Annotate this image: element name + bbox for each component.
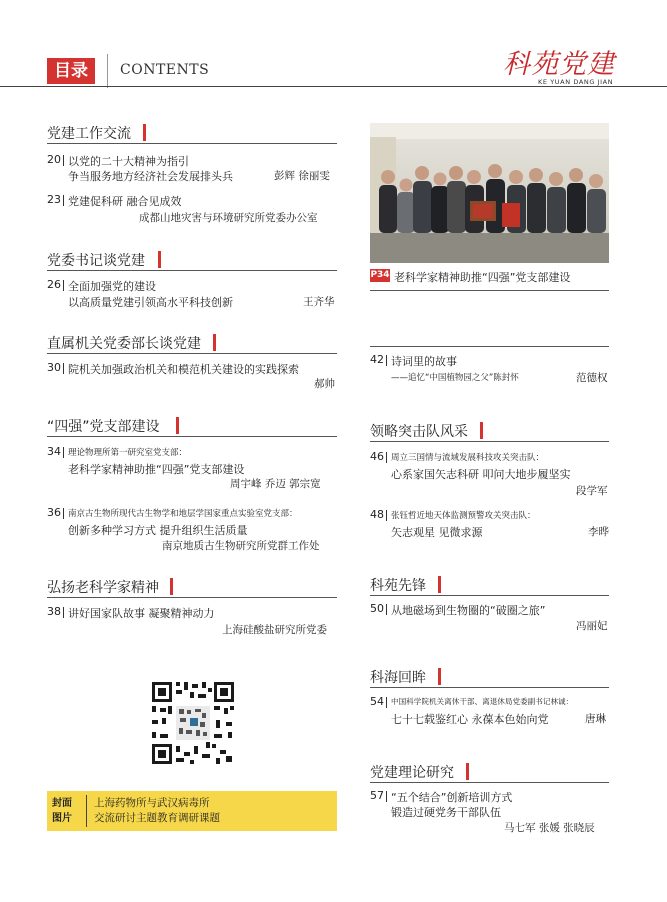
section-tick [176, 417, 179, 434]
feature-photo[interactable] [370, 123, 609, 263]
section-rule [370, 595, 609, 596]
article-author: 马七军 张媛 张晓辰 [504, 822, 595, 834]
page-number: 36 [47, 506, 61, 519]
magazine-logo: 科苑党建 [503, 49, 615, 80]
qr-code [150, 680, 236, 766]
article-title[interactable]: 院机关加强政治机关和模范机关建设的实践探索 [68, 363, 299, 376]
section-tick [480, 422, 483, 439]
article-author: 成都山地灾害与环境研究所党委办公室 [139, 212, 318, 224]
article-author: 冯丽妃 [576, 620, 608, 632]
section-title: 党建理论研究 [370, 765, 454, 781]
page-number: 30 [47, 361, 61, 374]
page-number: 38 [47, 605, 61, 618]
entry-divider [63, 280, 64, 291]
contents-label: CONTENTS [120, 62, 210, 78]
article-author: 段学军 [576, 485, 608, 497]
article-author: 周宇峰 乔迈 郭宗宽 [230, 478, 321, 490]
article-title[interactable]: 心系家国矢志科研 叩问大地步履坚实 [391, 468, 571, 481]
article-title[interactable]: 从地磁场到生物圈的“破圈之旅” [391, 604, 546, 617]
article-unit: 理论物理所第一研究室党支部： [68, 448, 188, 458]
page-number: 20 [47, 153, 61, 166]
section-title: 领略突击队风采 [370, 424, 468, 440]
page-number: 26 [47, 278, 61, 291]
entry-divider [63, 607, 64, 618]
entry-divider [386, 604, 387, 615]
cover-divider [86, 795, 87, 827]
entry-divider [386, 510, 387, 521]
article-title[interactable]: 诗词里的故事 [391, 355, 457, 368]
article-title[interactable]: 创新多种学习方式 提升组织生活质量 [68, 524, 248, 537]
article-author: 范德权 [576, 372, 608, 384]
page-number: 34 [47, 445, 61, 458]
section-rule [47, 597, 337, 598]
article-title[interactable]: 全面加强党的建设 [68, 280, 156, 293]
photo-caption[interactable]: 老科学家精神助推“四强”党支部建设 [394, 271, 571, 284]
cover-label: 封面 图片 [52, 798, 72, 824]
entry-divider [63, 508, 64, 519]
article-author: 唐琳 [585, 713, 606, 725]
section-title: 科苑先锋 [370, 578, 426, 594]
header-divider [107, 54, 108, 88]
page-number: 42 [370, 353, 384, 366]
section-title: 直属机关党委部长谈党建 [47, 336, 201, 352]
section-title: 党建工作交流 [47, 126, 131, 142]
article-title[interactable]: 矢志观星 见微求源 [391, 526, 483, 539]
magazine-logo-pinyin: KE YUAN DANG JIAN [538, 78, 614, 86]
section-tick [466, 763, 469, 780]
article-unit: 南京古生物所现代古生物学和地层学国家重点实验室党支部： [68, 509, 298, 519]
cover-description: 上海药物所与武汉病毒所 交流研讨主题教育调研课题 [94, 797, 220, 824]
page-number: 48 [370, 508, 384, 521]
section-rule [47, 353, 337, 354]
entry-divider [386, 697, 387, 708]
article-title[interactable]: 讲好国家队故事 凝聚精神动力 [68, 607, 215, 620]
entry-divider [63, 447, 64, 458]
section-rule [370, 346, 609, 347]
page-number: 57 [370, 789, 384, 802]
article-author: 彭辉 徐丽雯 [274, 170, 330, 182]
section-tick [438, 668, 441, 685]
section-rule [370, 687, 609, 688]
section-title: 弘扬老科学家精神 [47, 580, 159, 596]
article-title[interactable]: 锻造过硬党务干部队伍 [391, 806, 501, 819]
section-title: “四强”党支部建设 [47, 419, 160, 435]
entry-divider [63, 155, 64, 166]
article-title[interactable]: 老科学家精神助推“四强”党支部建设 [68, 463, 245, 476]
article-author: 上海硅酸盐研究所党委 [222, 624, 327, 636]
article-title[interactable]: 以高质量党建引领高水平科技创新 [68, 296, 233, 309]
section-rule [370, 782, 609, 783]
section-tick [170, 578, 173, 595]
entry-divider [386, 452, 387, 463]
page-number: 54 [370, 695, 384, 708]
article-author: 郝帅 [314, 378, 335, 390]
photo-caption-rule [370, 290, 609, 291]
page-number: 50 [370, 602, 384, 615]
section-tick [143, 124, 146, 141]
article-subtitle: ——追忆“中国植物园之父”陈封怀 [391, 373, 519, 383]
article-author: 李晔 [588, 526, 609, 538]
section-rule [47, 143, 337, 144]
article-author: 王齐华 [303, 296, 335, 308]
article-author: 南京地质古生物研究所党群工作处 [162, 540, 320, 552]
article-unit: 中国科学院机关离休干部、离退休局党委副书记林诚： [391, 697, 574, 706]
section-title: 党委书记谈党建 [47, 253, 145, 269]
section-tick [213, 334, 216, 351]
section-title: 科海回眸 [370, 670, 426, 686]
photo-page-badge: P34 [370, 270, 390, 280]
section-rule [47, 270, 337, 271]
toc-badge: 目录 [47, 58, 95, 84]
article-title[interactable]: 党建促科研 融合见成效 [68, 195, 182, 208]
section-tick [158, 251, 161, 268]
article-unit: 张钰哲近地天体监测预警攻关突击队： [391, 511, 536, 521]
page-number: 23 [47, 193, 61, 206]
article-title[interactable]: 以党的二十大精神为指引 [68, 155, 189, 168]
section-rule [370, 441, 609, 442]
article-title[interactable]: 争当服务地方经济社会发展排头兵 [68, 170, 233, 183]
entry-divider [386, 791, 387, 802]
article-unit: 周立三国情与流域发展科技攻关突击队： [391, 453, 545, 463]
header-rule [0, 86, 667, 87]
section-rule [47, 436, 337, 437]
article-title[interactable]: “五个结合”创新培训方式 [391, 791, 513, 804]
entry-divider [63, 363, 64, 374]
article-title[interactable]: 七十七载鉴红心 永葆本色始向党 [391, 713, 549, 726]
section-tick [438, 576, 441, 593]
page-number: 46 [370, 450, 384, 463]
entry-divider [63, 195, 64, 206]
entry-divider [386, 355, 387, 366]
